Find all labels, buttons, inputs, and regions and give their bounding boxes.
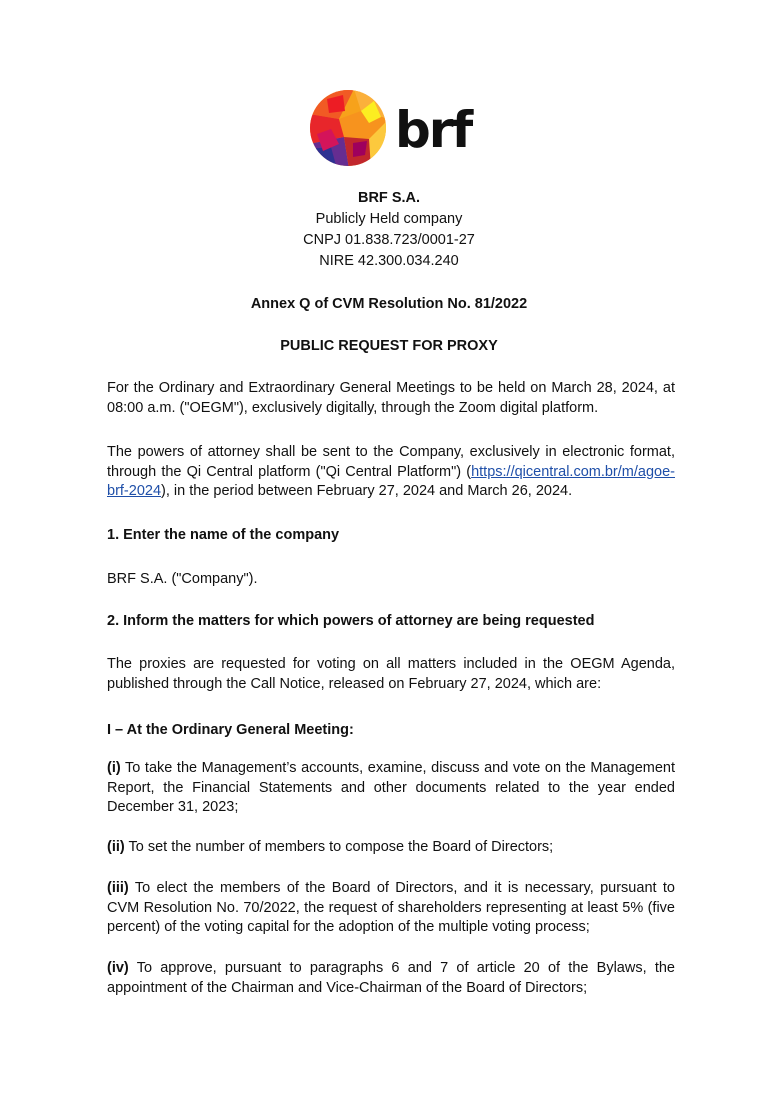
ogm-heading: I – At the Ordinary General Meeting: [107,722,354,738]
agenda-item-iii: (iii) To elect the members of the Board of Directors, and it is necessary, pursuant to CVM Resolution No. 70/2022, the request of shareholders representing at least 5% (five percent) of the voting capital for the adoption of the multiple voting process; [107,880,675,935]
brf-logo [309,89,474,169]
section-1-body: BRF S.A. ("Company"). [107,571,258,587]
annex-title: Annex Q of CVM Resolution No. 81/2022 [250,296,528,312]
agenda-item-iv: (iv) To approve, pursuant to paragraphs 6 and 7 of article 20 of the Bylaws, the appointment of the Chairman and Vice-Chairman of the Board of Directors; [107,960,675,996]
logo-orb-icon [309,89,389,169]
intro-paragraph-2: The powers of attorney shall be sent to the Company, exclusively in electronic format, through the Qi Central platform ("Qi Central Platform") (https://qicentral.com.br/m/agoe-brf-2024), in the period between February 27, 2024 and March 26, 2024. [107,444,675,499]
company-name: BRF S.A. [357,190,421,206]
section-2-body: The proxies are requested for voting on all matters included in the OEGM Agenda, published through the Call Notice, released on February 27, 2024, which are: [107,656,675,692]
logo-wordmark: brf [395,101,472,159]
intro-paragraph-1: For the Ordinary and Extraordinary General Meetings to be held on March 28, 2024, at 08:00 a.m. ("OEGM"), exclusively digitally, through the Zoom digital platform. [107,380,675,416]
agenda-item-i: (i) To take the Management’s accounts, examine, discuss and vote on the Management Report, the Financial Statements and other documents related to the year ended December 31, 2023; [107,760,675,815]
company-nire: NIRE 42.300.034.240 [319,253,459,269]
section-2-heading: 2. Inform the matters for which powers of attorney are being requested [107,613,595,629]
agenda-item-ii: (ii) To set the number of members to compose the Board of Directors; [107,839,554,855]
section-1-heading: 1. Enter the name of the company [107,527,340,543]
qicentral-link[interactable]: https://qicentral.com.br/m/agoe-brf-2024 [107,463,675,499]
request-title: PUBLIC REQUEST FOR PROXY [280,338,498,354]
company-cnpj: CNPJ 01.838.723/0001-27 [303,232,475,248]
company-type: Publicly Held company [315,211,463,227]
